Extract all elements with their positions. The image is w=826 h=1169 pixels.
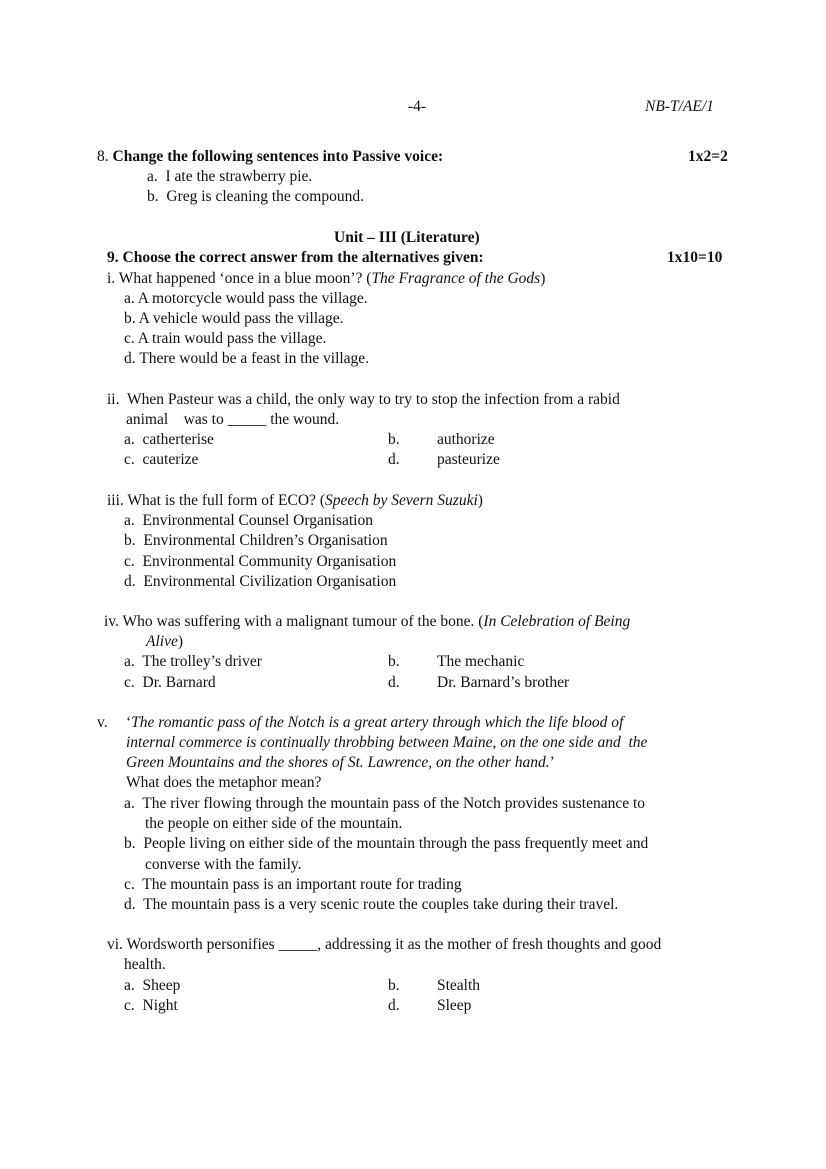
- q9-v-option-c: c. The mountain pass is an important route for trading: [124, 876, 462, 893]
- q9-v-quote-line2: internal commerce is continually throbbing between Maine, on the one side and the: [126, 734, 648, 751]
- q8-item-b: b. Greg is cleaning the compound.: [147, 188, 364, 205]
- q9-ii-option-a: a. catherterise: [124, 431, 214, 448]
- q9-iii-option-d: d. Environmental Civilization Organisation: [124, 573, 397, 590]
- q9-ii-option-b-text: authorize: [437, 431, 495, 448]
- q9-iv-option-b-letter: b.: [388, 653, 400, 670]
- q9-vi-option-d-letter: d.: [388, 997, 400, 1014]
- unit-heading: Unit – III (Literature): [334, 229, 480, 246]
- q9-vi-stem-cont: health.: [124, 956, 166, 973]
- page-number: -4-: [408, 98, 427, 115]
- q8-heading: 8. Change the following sentences into Passive voice:: [97, 148, 444, 165]
- q9-ii-stem-cont: animal was to _____ the wound.: [126, 411, 340, 428]
- q9-iii-option-c: c. Environmental Community Organisation: [124, 553, 397, 570]
- q9-v-quote-line3: Green Mountains and the shores of St. Lawrence, on the other hand.’: [126, 754, 555, 771]
- q9-i-option-c: c. A train would pass the village.: [124, 330, 327, 347]
- q9-iii-option-b: b. Environmental Children’s Organisation: [124, 532, 388, 549]
- q9-ii-option-c: c. cauterize: [124, 451, 199, 468]
- q9-ii-option-d-text: pasteurize: [437, 451, 500, 468]
- q9-vi-option-d-text: Sleep: [437, 997, 472, 1014]
- q9-i-option-a: a. A motorcycle would pass the village.: [124, 290, 368, 307]
- q9-ii-stem: ii. When Pasteur was a child, the only way to try to stop the infection from a rabid: [107, 391, 620, 408]
- q9-iv-option-a: a. The trolley’s driver: [124, 653, 262, 670]
- q9-vi-option-c: c. Night: [124, 997, 178, 1014]
- q9-i-option-b: b. A vehicle would pass the village.: [124, 310, 344, 327]
- q9-v-option-a: a. The river flowing through the mountain pass of the Notch provides sustenance to: [124, 795, 646, 812]
- q9-vi-option-b-text: Stealth: [437, 977, 481, 994]
- q9-vi-stem: vi. Wordsworth personifies _____, addressing it as the mother of fresh thoughts and good: [107, 936, 662, 953]
- q9-marks: 1x10=10: [667, 249, 723, 266]
- q9-ii-option-d-letter: d.: [388, 451, 400, 468]
- paper-code: NB-T/AE/1: [645, 98, 714, 115]
- q9-v-option-b-cont: converse with the family.: [145, 856, 302, 873]
- q9-iv-stem-cont: Alive): [146, 633, 184, 650]
- q9-vi-option-b-letter: b.: [388, 977, 400, 994]
- q9-v-quote-line1: ‘The romantic pass of the Notch is a great artery through which the life blood of: [126, 714, 624, 731]
- q8-marks: 1x2=2: [688, 148, 728, 165]
- q9-i-stem: i. What happened ‘once in a blue moon’? (The Fragrance of the Gods): [107, 270, 546, 287]
- q9-iii-stem: iii. What is the full form of ECO? (Speech by Severn Suzuki): [107, 492, 483, 509]
- q9-ii-option-b-letter: b.: [388, 431, 400, 448]
- q9-v-option-d: d. The mountain pass is a very scenic route the couples take during their travel.: [124, 896, 619, 913]
- q9-iv-option-c: c. Dr. Barnard: [124, 674, 216, 691]
- q9-iii-option-a: a. Environmental Counsel Organisation: [124, 512, 373, 529]
- q9-iv-option-d-text: Dr. Barnard’s brother: [437, 674, 570, 691]
- q9-vi-option-a: a. Sheep: [124, 977, 181, 994]
- q9-iv-stem: iv. Who was suffering with a malignant tumour of the bone. (In Celebration of Being: [104, 613, 631, 630]
- q9-v-option-b: b. People living on either side of the mountain through the pass frequently meet and: [124, 835, 649, 852]
- q9-i-option-d: d. There would be a feast in the village.: [124, 350, 370, 367]
- q9-v-option-a-cont: the people on either side of the mountain.: [145, 815, 403, 832]
- q9-iv-option-d-letter: d.: [388, 674, 400, 691]
- q9-v-question: What does the metaphor mean?: [126, 774, 322, 791]
- q8-item-a: a. I ate the strawberry pie.: [147, 168, 313, 185]
- q9-iv-option-b-text: The mechanic: [437, 653, 525, 670]
- q9-v-num: v.: [97, 714, 108, 731]
- q9-heading: 9. Choose the correct answer from the alternatives given:: [107, 249, 484, 266]
